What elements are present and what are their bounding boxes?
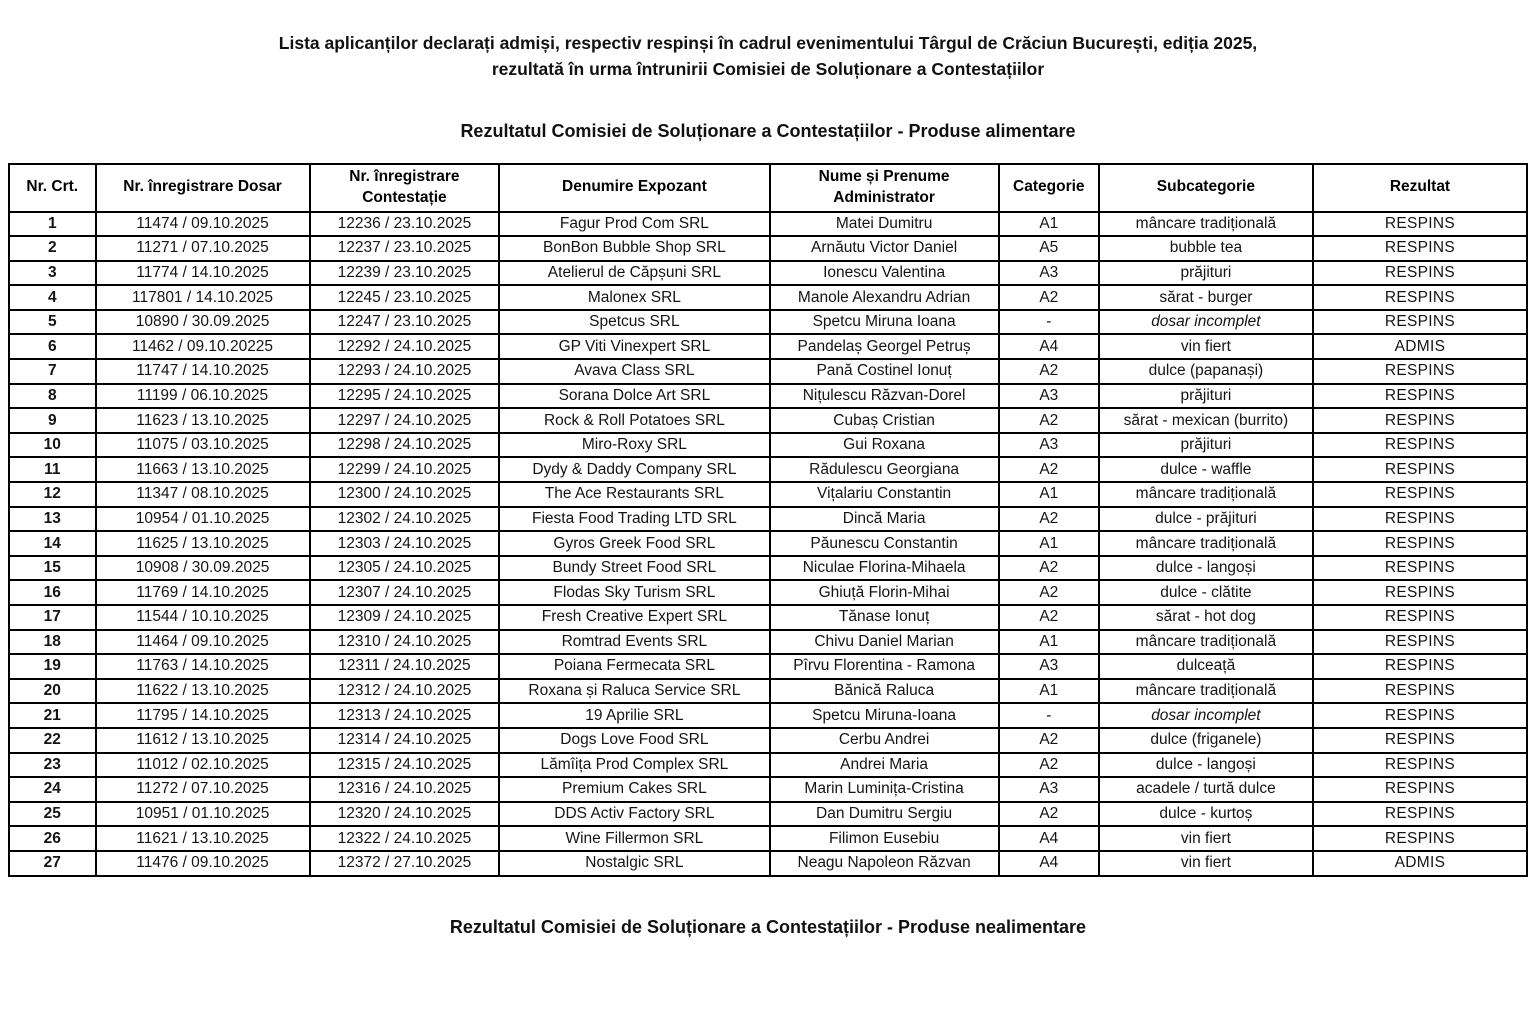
cell-contestatie: 12295 / 24.10.2025 <box>310 384 500 409</box>
cell-nr: 27 <box>9 851 96 876</box>
cell-administrator: Arnăutu Victor Daniel <box>770 236 999 261</box>
cell-dosar: 11769 / 14.10.2025 <box>96 580 310 605</box>
cell-nr: 3 <box>9 261 96 286</box>
cell-expozant: Fagur Prod Com SRL <box>499 212 769 237</box>
cell-contestatie: 12245 / 23.10.2025 <box>310 285 500 310</box>
cell-nr: 6 <box>9 334 96 359</box>
cell-dosar: 10954 / 01.10.2025 <box>96 507 310 532</box>
cell-subcategorie: bubble tea <box>1099 236 1313 261</box>
cell-expozant: Fiesta Food Trading LTD SRL <box>499 507 769 532</box>
cell-rezultat: RESPINS <box>1313 359 1527 384</box>
cell-nr: 11 <box>9 457 96 482</box>
cell-dosar: 11462 / 09.10.20225 <box>96 334 310 359</box>
cell-nr: 22 <box>9 728 96 753</box>
cell-dosar: 11012 / 02.10.2025 <box>96 753 310 778</box>
cell-subcategorie: dulce - langoși <box>1099 556 1313 581</box>
cell-rezultat: RESPINS <box>1313 703 1527 728</box>
cell-categorie: A2 <box>999 359 1099 384</box>
cell-dosar: 11774 / 14.10.2025 <box>96 261 310 286</box>
cell-expozant: Malonex SRL <box>499 285 769 310</box>
cell-administrator: Dan Dumitru Sergiu <box>770 802 999 827</box>
cell-dosar: 11623 / 13.10.2025 <box>96 408 310 433</box>
cell-dosar: 11622 / 13.10.2025 <box>96 679 310 704</box>
table-row <box>9 507 1527 532</box>
cell-administrator: Spetcu Miruna Ioana <box>770 310 999 335</box>
cell-administrator: Manole Alexandru Adrian <box>770 285 999 310</box>
cell-dosar: 11272 / 07.10.2025 <box>96 777 310 802</box>
cell-subcategorie: mâncare tradițională <box>1099 630 1313 655</box>
cell-categorie: A2 <box>999 408 1099 433</box>
cell-dosar: 11476 / 09.10.2025 <box>96 851 310 876</box>
cell-rezultat: RESPINS <box>1313 457 1527 482</box>
cell-nr: 23 <box>9 753 96 778</box>
cell-rezultat: ADMIS <box>1313 334 1527 359</box>
cell-contestatie: 12239 / 23.10.2025 <box>310 261 500 286</box>
cell-subcategorie: dulce - kurtoș <box>1099 802 1313 827</box>
table-row <box>9 261 1527 286</box>
cell-rezultat: RESPINS <box>1313 310 1527 335</box>
cell-expozant: BonBon Bubble Shop SRL <box>499 236 769 261</box>
cell-categorie: A2 <box>999 285 1099 310</box>
cell-categorie: A1 <box>999 630 1099 655</box>
cell-categorie: A1 <box>999 212 1099 237</box>
cell-dosar: 11625 / 13.10.2025 <box>96 531 310 556</box>
document-title <box>188 30 1348 83</box>
cell-rezultat: RESPINS <box>1313 802 1527 827</box>
cell-subcategorie: dulce - waffle <box>1099 457 1313 482</box>
cell-expozant: Gyros Greek Food SRL <box>499 531 769 556</box>
cell-nr: 24 <box>9 777 96 802</box>
cell-subcategorie: mâncare tradițională <box>1099 212 1313 237</box>
cell-subcategorie: vin fiert <box>1099 826 1313 851</box>
cell-administrator: Pîrvu Florentina - Ramona <box>770 654 999 679</box>
cell-rezultat: RESPINS <box>1313 654 1527 679</box>
cell-categorie: A3 <box>999 384 1099 409</box>
cell-expozant: Wine Fillermon SRL <box>499 826 769 851</box>
cell-subcategorie: dulce (papanași) <box>1099 359 1313 384</box>
cell-dosar: 11075 / 03.10.2025 <box>96 433 310 458</box>
cell-contestatie: 12312 / 24.10.2025 <box>310 679 500 704</box>
cell-categorie: A2 <box>999 605 1099 630</box>
cell-categorie: A4 <box>999 826 1099 851</box>
cell-categorie: A3 <box>999 433 1099 458</box>
cell-nr: 8 <box>9 384 96 409</box>
table-row <box>9 802 1527 827</box>
cell-expozant: GP Viti Vinexpert SRL <box>499 334 769 359</box>
cell-nr: 19 <box>9 654 96 679</box>
cell-contestatie: 12300 / 24.10.2025 <box>310 482 500 507</box>
cell-categorie: A3 <box>999 654 1099 679</box>
cell-nr: 25 <box>9 802 96 827</box>
cell-contestatie: 12302 / 24.10.2025 <box>310 507 500 532</box>
cell-categorie: A2 <box>999 507 1099 532</box>
cell-nr: 26 <box>9 826 96 851</box>
cell-contestatie: 12247 / 23.10.2025 <box>310 310 500 335</box>
cell-categorie: A2 <box>999 556 1099 581</box>
cell-rezultat: RESPINS <box>1313 408 1527 433</box>
cell-dosar: 11464 / 09.10.2025 <box>96 630 310 655</box>
table-row <box>9 457 1527 482</box>
cell-expozant: Poiana Fermecata SRL <box>499 654 769 679</box>
cell-administrator: Cerbu Andrei <box>770 728 999 753</box>
cell-nr: 17 <box>9 605 96 630</box>
cell-rezultat: RESPINS <box>1313 212 1527 237</box>
cell-expozant: Romtrad Events SRL <box>499 630 769 655</box>
cell-administrator: Rădulescu Georgiana <box>770 457 999 482</box>
cell-dosar: 11663 / 13.10.2025 <box>96 457 310 482</box>
cell-expozant: Premium Cakes SRL <box>499 777 769 802</box>
cell-categorie: A2 <box>999 580 1099 605</box>
cell-subcategorie: mâncare tradițională <box>1099 531 1313 556</box>
cell-subcategorie: dosar incomplet <box>1099 703 1313 728</box>
cell-expozant: 19 Aprilie SRL <box>499 703 769 728</box>
cell-subcategorie: prăjituri <box>1099 261 1313 286</box>
column-header: Rezultat <box>1313 164 1527 212</box>
cell-administrator: Tănase Ionuț <box>770 605 999 630</box>
cell-nr: 15 <box>9 556 96 581</box>
cell-nr: 1 <box>9 212 96 237</box>
cell-expozant: Flodas Sky Turism SRL <box>499 580 769 605</box>
cell-rezultat: RESPINS <box>1313 679 1527 704</box>
results-table <box>8 163 1528 877</box>
cell-subcategorie: acadele / turtă dulce <box>1099 777 1313 802</box>
cell-dosar: 11544 / 10.10.2025 <box>96 605 310 630</box>
cell-contestatie: 12313 / 24.10.2025 <box>310 703 500 728</box>
cell-nr: 21 <box>9 703 96 728</box>
document-title-line1: Lista aplicanților declarați admiși, respectiv respinși în cadrul evenimentului Târgul de Crăciun București, ediția 2025, <box>278 33 1258 53</box>
cell-expozant: Avava Class SRL <box>499 359 769 384</box>
table-row <box>9 285 1527 310</box>
cell-contestatie: 12237 / 23.10.2025 <box>310 236 500 261</box>
table-row <box>9 728 1527 753</box>
cell-categorie: A2 <box>999 753 1099 778</box>
cell-subcategorie: sărat - burger <box>1099 285 1313 310</box>
cell-nr: 14 <box>9 531 96 556</box>
cell-nr: 13 <box>9 507 96 532</box>
cell-expozant: Miro-Roxy SRL <box>499 433 769 458</box>
cell-nr: 4 <box>9 285 96 310</box>
cell-nr: 12 <box>9 482 96 507</box>
table-row <box>9 630 1527 655</box>
cell-rezultat: RESPINS <box>1313 433 1527 458</box>
cell-categorie: A4 <box>999 851 1099 876</box>
cell-nr: 9 <box>9 408 96 433</box>
column-header: Nume și Prenume Administrator <box>770 164 999 212</box>
cell-subcategorie: vin fiert <box>1099 851 1313 876</box>
cell-rezultat: RESPINS <box>1313 753 1527 778</box>
cell-expozant: Atelierul de Căpșuni SRL <box>499 261 769 286</box>
cell-rezultat: RESPINS <box>1313 728 1527 753</box>
cell-administrator: Bănică Raluca <box>770 679 999 704</box>
cell-contestatie: 12320 / 24.10.2025 <box>310 802 500 827</box>
cell-categorie: A2 <box>999 728 1099 753</box>
cell-expozant: Dogs Love Food SRL <box>499 728 769 753</box>
cell-contestatie: 12307 / 24.10.2025 <box>310 580 500 605</box>
cell-contestatie: 12310 / 24.10.2025 <box>310 630 500 655</box>
cell-contestatie: 12322 / 24.10.2025 <box>310 826 500 851</box>
cell-contestatie: 12311 / 24.10.2025 <box>310 654 500 679</box>
table-row <box>9 212 1527 237</box>
column-header: Nr. înregistrare Contestație <box>310 164 500 212</box>
cell-expozant: Roxana și Raluca Service SRL <box>499 679 769 704</box>
results-table-body <box>9 212 1527 876</box>
table-row <box>9 605 1527 630</box>
cell-administrator: Ionescu Valentina <box>770 261 999 286</box>
cell-nr: 20 <box>9 679 96 704</box>
cell-contestatie: 12316 / 24.10.2025 <box>310 777 500 802</box>
cell-categorie: A3 <box>999 261 1099 286</box>
cell-dosar: 10890 / 30.09.2025 <box>96 310 310 335</box>
cell-administrator: Cubaș Cristian <box>770 408 999 433</box>
cell-subcategorie: dulce (friganele) <box>1099 728 1313 753</box>
table-row <box>9 334 1527 359</box>
cell-contestatie: 12372 / 27.10.2025 <box>310 851 500 876</box>
cell-expozant: Fresh Creative Expert SRL <box>499 605 769 630</box>
cell-rezultat: RESPINS <box>1313 605 1527 630</box>
cell-rezultat: RESPINS <box>1313 236 1527 261</box>
table-row <box>9 777 1527 802</box>
cell-rezultat: RESPINS <box>1313 261 1527 286</box>
cell-categorie: A1 <box>999 679 1099 704</box>
cell-administrator: Niculae Florina-Mihaela <box>770 556 999 581</box>
cell-nr: 18 <box>9 630 96 655</box>
table-row <box>9 384 1527 409</box>
cell-subcategorie: mâncare tradițională <box>1099 679 1313 704</box>
cell-contestatie: 12298 / 24.10.2025 <box>310 433 500 458</box>
cell-expozant: Dydy & Daddy Company SRL <box>499 457 769 482</box>
table-row <box>9 433 1527 458</box>
table-row <box>9 679 1527 704</box>
cell-contestatie: 12315 / 24.10.2025 <box>310 753 500 778</box>
cell-dosar: 11621 / 13.10.2025 <box>96 826 310 851</box>
cell-dosar: 11474 / 09.10.2025 <box>96 212 310 237</box>
table-row <box>9 482 1527 507</box>
cell-expozant: Nostalgic SRL <box>499 851 769 876</box>
cell-rezultat: RESPINS <box>1313 777 1527 802</box>
table-row <box>9 408 1527 433</box>
cell-subcategorie: prăjituri <box>1099 384 1313 409</box>
cell-rezultat: RESPINS <box>1313 826 1527 851</box>
table-row <box>9 310 1527 335</box>
cell-dosar: 11612 / 13.10.2025 <box>96 728 310 753</box>
cell-administrator: Dincă Maria <box>770 507 999 532</box>
cell-contestatie: 12305 / 24.10.2025 <box>310 556 500 581</box>
cell-contestatie: 12314 / 24.10.2025 <box>310 728 500 753</box>
cell-subcategorie: sărat - hot dog <box>1099 605 1313 630</box>
cell-categorie: A2 <box>999 457 1099 482</box>
table-row <box>9 654 1527 679</box>
cell-administrator: Spetcu Miruna-Ioana <box>770 703 999 728</box>
cell-subcategorie: dulce - prăjituri <box>1099 507 1313 532</box>
cell-contestatie: 12309 / 24.10.2025 <box>310 605 500 630</box>
column-header: Denumire Expozant <box>499 164 769 212</box>
cell-administrator: Păunescu Constantin <box>770 531 999 556</box>
cell-rezultat: RESPINS <box>1313 507 1527 532</box>
cell-administrator: Pană Costinel Ionuț <box>770 359 999 384</box>
cell-dosar: 11199 / 06.10.2025 <box>96 384 310 409</box>
table-row <box>9 580 1527 605</box>
cell-dosar: 117801 / 14.10.2025 <box>96 285 310 310</box>
table-row <box>9 556 1527 581</box>
column-header: Nr. înregistrare Dosar <box>96 164 310 212</box>
cell-contestatie: 12299 / 24.10.2025 <box>310 457 500 482</box>
cell-contestatie: 12292 / 24.10.2025 <box>310 334 500 359</box>
cell-subcategorie: dosar incomplet <box>1099 310 1313 335</box>
cell-administrator: Chivu Daniel Marian <box>770 630 999 655</box>
cell-dosar: 11795 / 14.10.2025 <box>96 703 310 728</box>
cell-expozant: Bundy Street Food SRL <box>499 556 769 581</box>
cell-expozant: Sorana Dolce Art SRL <box>499 384 769 409</box>
cell-nr: 5 <box>9 310 96 335</box>
section-heading-produse-alimentare: Rezultatul Comisiei de Soluționare a Contestațiilor - Produse alimentare <box>460 120 1076 141</box>
cell-contestatie: 12297 / 24.10.2025 <box>310 408 500 433</box>
results-table-header-row <box>9 164 1527 212</box>
table-row <box>9 753 1527 778</box>
table-row <box>9 851 1527 876</box>
cell-administrator: Andrei Maria <box>770 753 999 778</box>
cell-nr: 16 <box>9 580 96 605</box>
cell-subcategorie: dulce - clătite <box>1099 580 1313 605</box>
cell-rezultat: RESPINS <box>1313 556 1527 581</box>
cell-expozant: The Ace Restaurants SRL <box>499 482 769 507</box>
cell-dosar: 11347 / 08.10.2025 <box>96 482 310 507</box>
cell-nr: 7 <box>9 359 96 384</box>
cell-administrator: Matei Dumitru <box>770 212 999 237</box>
cell-administrator: Gui Roxana <box>770 433 999 458</box>
cell-contestatie: 12293 / 24.10.2025 <box>310 359 500 384</box>
cell-rezultat: RESPINS <box>1313 580 1527 605</box>
table-row <box>9 531 1527 556</box>
column-header: Subcategorie <box>1099 164 1313 212</box>
cell-rezultat: ADMIS <box>1313 851 1527 876</box>
cell-contestatie: 12303 / 24.10.2025 <box>310 531 500 556</box>
cell-rezultat: RESPINS <box>1313 285 1527 310</box>
cell-rezultat: RESPINS <box>1313 630 1527 655</box>
section-heading-produse-nealimentare: Rezultatul Comisiei de Soluționare a Contestațiilor - Produse nealimentare <box>449 916 1087 937</box>
cell-expozant: Rock & Roll Potatoes SRL <box>499 408 769 433</box>
cell-subcategorie: sărat - mexican (burrito) <box>1099 408 1313 433</box>
cell-expozant: DDS Activ Factory SRL <box>499 802 769 827</box>
cell-nr: 10 <box>9 433 96 458</box>
table-row <box>9 826 1527 851</box>
cell-categorie: A4 <box>999 334 1099 359</box>
cell-administrator: Vițalariu Constantin <box>770 482 999 507</box>
cell-administrator: Nițulescu Răzvan-Dorel <box>770 384 999 409</box>
cell-subcategorie: vin fiert <box>1099 334 1313 359</box>
column-header: Categorie <box>999 164 1099 212</box>
cell-dosar: 10951 / 01.10.2025 <box>96 802 310 827</box>
cell-contestatie: 12236 / 23.10.2025 <box>310 212 500 237</box>
table-row <box>9 703 1527 728</box>
cell-subcategorie: prăjituri <box>1099 433 1313 458</box>
cell-categorie: - <box>999 310 1099 335</box>
cell-administrator: Ghiuță Florin-Mihai <box>770 580 999 605</box>
cell-administrator: Pandelaș Georgel Petruș <box>770 334 999 359</box>
cell-administrator: Filimon Eusebiu <box>770 826 999 851</box>
column-header: Nr. Crt. <box>9 164 96 212</box>
cell-categorie: - <box>999 703 1099 728</box>
cell-rezultat: RESPINS <box>1313 531 1527 556</box>
cell-categorie: A3 <box>999 777 1099 802</box>
cell-expozant: Spetcus SRL <box>499 310 769 335</box>
cell-categorie: A5 <box>999 236 1099 261</box>
table-row <box>9 359 1527 384</box>
cell-administrator: Marin Luminița-Cristina <box>770 777 999 802</box>
cell-rezultat: RESPINS <box>1313 482 1527 507</box>
cell-dosar: 11271 / 07.10.2025 <box>96 236 310 261</box>
cell-categorie: A1 <box>999 482 1099 507</box>
cell-categorie: A2 <box>999 802 1099 827</box>
cell-expozant: Lămîița Prod Complex SRL <box>499 753 769 778</box>
cell-dosar: 11763 / 14.10.2025 <box>96 654 310 679</box>
cell-dosar: 10908 / 30.09.2025 <box>96 556 310 581</box>
table-row <box>9 236 1527 261</box>
cell-administrator: Neagu Napoleon Răzvan <box>770 851 999 876</box>
cell-dosar: 11747 / 14.10.2025 <box>96 359 310 384</box>
cell-nr: 2 <box>9 236 96 261</box>
cell-subcategorie: mâncare tradițională <box>1099 482 1313 507</box>
cell-subcategorie: dulce - langoși <box>1099 753 1313 778</box>
cell-subcategorie: dulceață <box>1099 654 1313 679</box>
cell-rezultat: RESPINS <box>1313 384 1527 409</box>
cell-categorie: A1 <box>999 531 1099 556</box>
document-title-line2: rezultată în urma întrunirii Comisiei de Soluționare a Contestațiilor <box>491 59 1045 80</box>
